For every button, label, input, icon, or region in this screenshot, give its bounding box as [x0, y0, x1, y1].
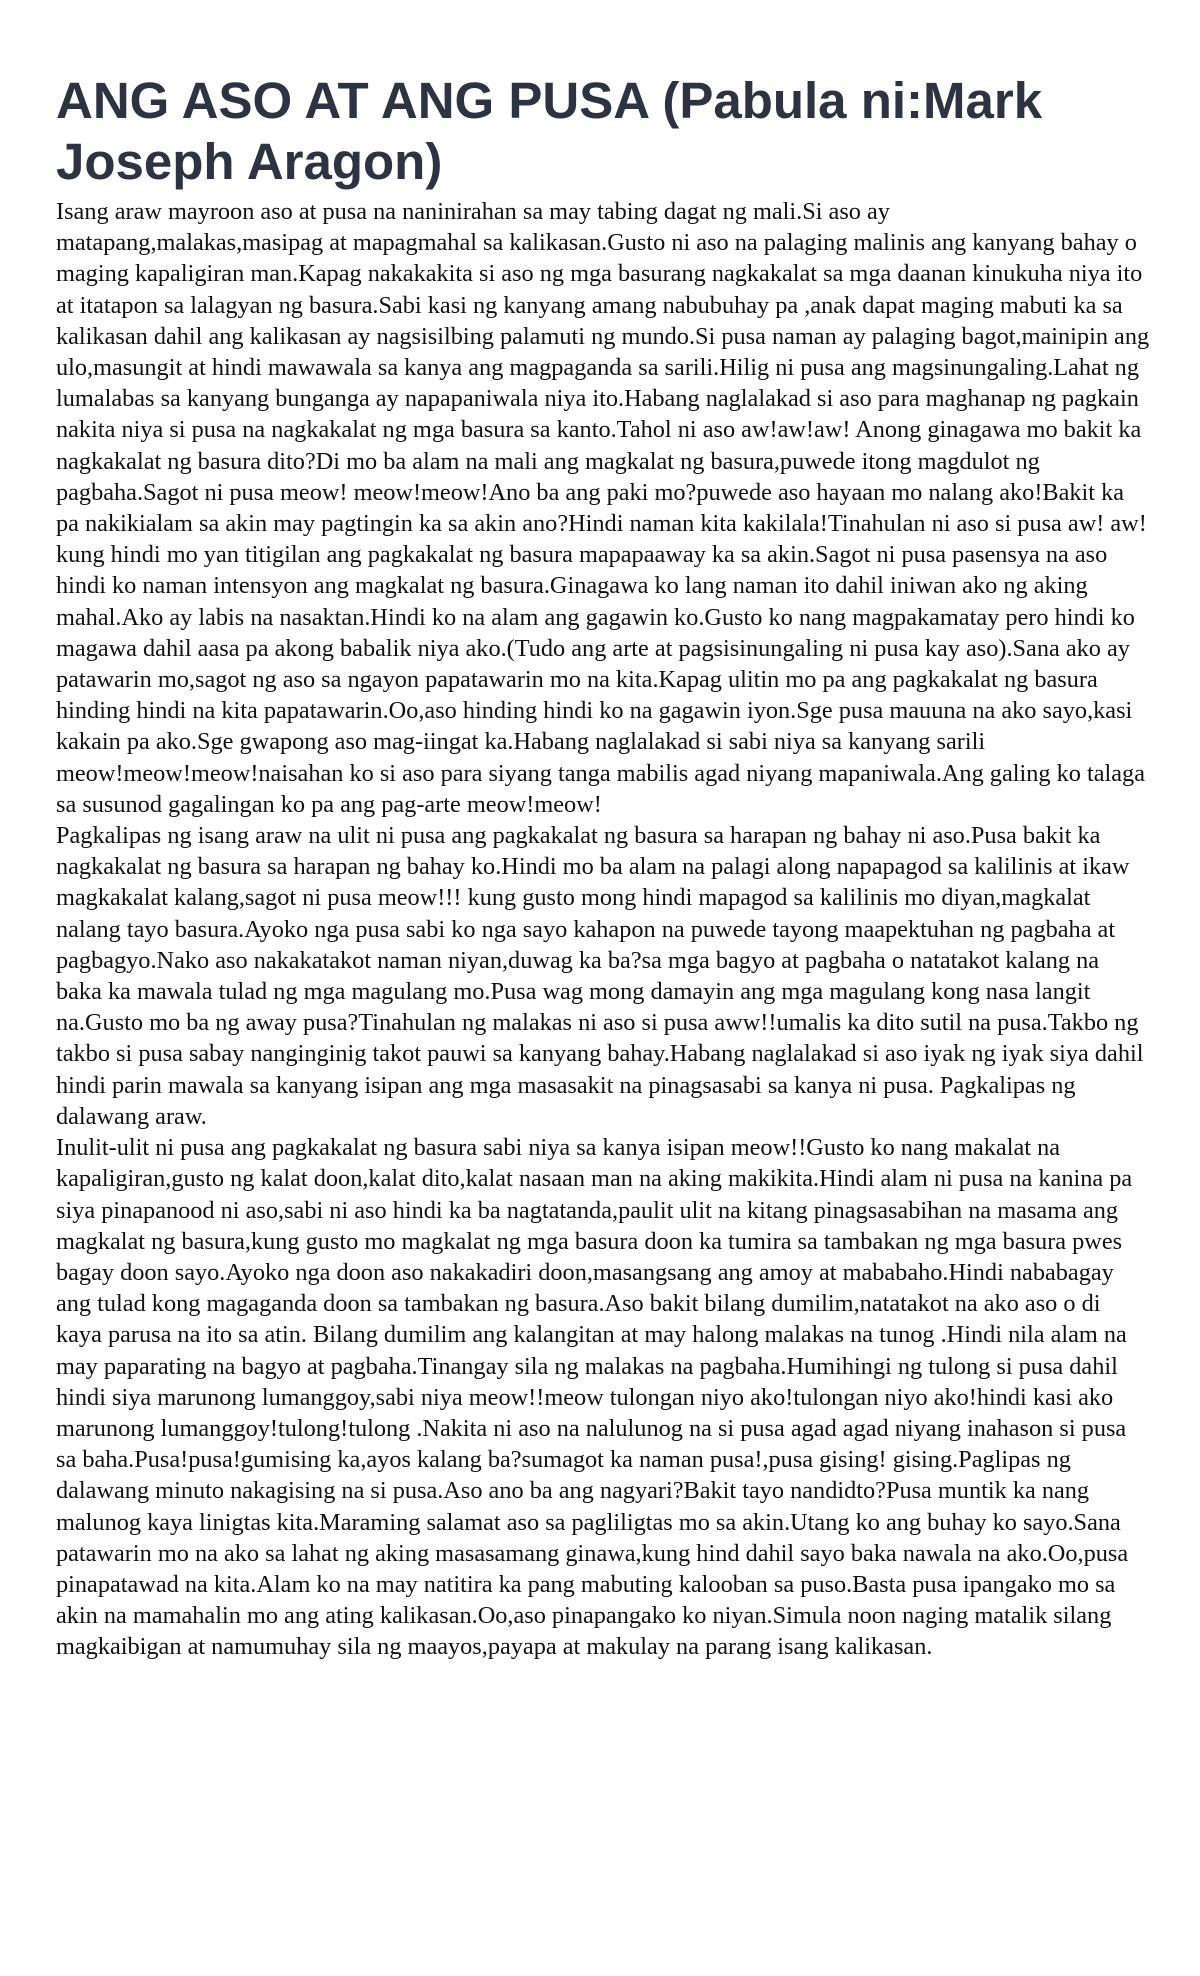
paragraph-1: Isang araw mayroon aso at pusa na naninirahan sa may tabing dagat ng mali.Si aso ay matapang,malakas,masipag at mapagmahal sa kalikasan.Gusto ni aso na palaging malinis ang kanyang bahay o maging kapaligiran man.Kapag nakakakita si aso ng mga basurang nagkakalat sa mga daanan kinukuha niya ito at itatapon sa lalagyan ng basura.Sabi kasi ng kanyang amang nabubuhay pa ,anak dapat maging mabuti ka sa kalikasan dahil ang kalikasan ay nagsisilbing palamuti ng mundo.Si pusa naman ay palaging bagot,mainipin ang ulo,masungit at hindi mawawala sa kanya ang magpaganda sa sarili.Hilig ni pusa ang magsinungaling.Lahat ng lumalabas sa kanyang bunganga ay napapaniwala niya ito.Habang naglalakad si aso para maghanap ng pagkain nakita niya si pusa na nagkakalat ng mga basura sa kanto.Tahol ni aso aw!aw!aw! Anong ginagawa mo bakit ka nagkakalat ng basura dito?Di mo ba alam na mali ang magkalat ng basura,puwede itong magdulot ng pagbaha.Sagot ni pusa meow! meow!meow!Ano ba ang paki mo?puwede aso hayaan mo nalang ako!Bakit ka pa nakikialam sa akin may pagtingin ka sa akin ano?Hindi naman kita kakilala!Tinahulan ni aso si pusa aw! aw! kung hindi mo yan titigilan ang pagkakalat ng basura mapapaaway ka sa akin.Sagot ni pusa pasensya na aso hindi ko naman intensyon ang magkalat ng basura.Ginagawa ko lang naman ito dahil iniwan ako ng aking mahal.Ako ay labis na nasaktan.Hindi ko na alam ang gagawin ko.Gusto ko nang magpakamatay pero hindi ko magawa dahil aasa pa akong babalik niya ako.(Tudo ang arte at pagsisinungaling ni pusa kay aso).Sana ako ay patawarin mo,sagot ng aso sa ngayon papatawarin mo na kita.Kapag ulitin mo pa ang pagkakalat ng basura hinding hindi na kita papatawarin.Oo,aso hinding hindi ko na gagawin iyon.Sge pusa mauuna na ako sayo,kasi kakain pa ako.Sge gwapong aso mag-iingat ka.Habang naglalakad si sabi niya sa kanyang sarili meow!meow!meow!naisahan ko si aso para siyang tanga mabilis agad niyang mapaniwala.Ang galing ko talaga sa susunod gagalingan ko pa ang pag-arte meow!meow!	[56, 198, 1150, 818]
paragraph-2: Pagkalipas ng isang araw na ulit ni pusa ang pagkakalat ng basura sa harapan ng bahay ni aso.Pusa bakit ka nagkakalat ng basura sa harapan ng bahay ko.Hindi mo ba alam na palagi along napapagod sa kalilinis at ikaw magkakalat kalang,sagot ni pusa meow!!! kung gusto mong hindi mapagod sa kalilinis mo diyan,magkalat nalang tayo basura.Ayoko nga pusa sabi ko nga sayo kahapon na puwede tayong maapektuhan ng pagbaha at pagbagyo.Nako aso nakakatakot naman niyan,duwag ka ba?sa mga bagyo at pagbaha o natatakot kalang na baka ka mawala tulad ng mga magulang mo.Pusa wag mong damayin ang mga magulang kong nasa langit na.Gusto mo ba ng away pusa?Tinahulan ng malakas ni aso si pusa aww!!umalis ka dito sutil na pusa.Takbo ng takbo si pusa sabay nanginginig takot pauwi sa kanyang bahay.Habang naglalakad si aso iyak ng iyak siya dahil hindi parin mawala sa kanyang isipan ang mga masasakit na pinagsasabi sa kanya ni pusa. Pagkalipas ng dalawang araw.	[56, 822, 1144, 1130]
document-page	[56, 70, 1150, 1663]
paragraph-3: Inulit-ulit ni pusa ang pagkakalat ng basura sabi niya sa kanya isipan meow!!Gusto ko nang makalat na kapaligiran,gusto ng kalat doon,kalat dito,kalat nasaan man na aking makikita.Hindi alam ni pusa na kanina pa siya pinapanood ni aso,sabi ni aso hindi ka ba nagtatanda,paulit ulit na kitang pinagsasabihan na masama ang magkalat ng basura,kung gusto mo magkalat ng mga basura doon ka tumira sa tambakan ng mga basura pwes bagay doon sayo.Ayoko nga doon aso nakakadiri doon,masangsang ang amoy at mababaho.Hindi nababagay ang tulad kong magaganda doon sa tambakan ng basura.Aso bakit bilang dumilim,natatakot na ako aso o di kaya parusa na ito sa atin. Bilang dumilim ang kalangitan at may halong malakas na tunog .Hindi nila alam na may paparating na bagyo at pagbaha.Tinangay sila ng malakas na pagbaha.Humihingi ng tulong si pusa dahil hindi siya marunong lumanggoy,sabi niya meow!!meow tulongan niyo ako!tulongan niyo ako!hindi kasi ako marunong lumanggoy!tulong!tulong .Nakita ni aso na nalulunog na si pusa agad agad niyang inahason si pusa sa baha.Pusa!pusa!gumising ka,ayos kalang ba?sumagot ka naman pusa!,pusa gising! gising.Paglipas ng dalawang minuto nakagising na si pusa.Aso ano ba ang nagyari?Bakit tayo nandidto?Pusa muntik ka nang malunog kaya linigtas kita.Maraming salamat aso sa pagliligtas mo sa akin.Utang ko ang buhay ko sayo.Sana patawarin mo na ako sa lahat ng aking masasamang ginawa,kung hind dahil sayo baka nawala na ako.Oo,pusa pinapatawad na kita.Alam ko na may natitira ka pang mabuting kalooban sa puso.Basta pusa ipangako mo sa akin na mamahalin mo ang ating kalikasan.Oo,aso pinapangako ko niyan.Simula noon naging matalik silang magkaibigan at namumuhay sila ng maayos,payapa at makulay na parang isang kalikasan.	[56, 1134, 1133, 1661]
story-body	[56, 196, 1150, 1663]
page-title: ANG ASO AT ANG PUSA (Pabula ni:Mark Joseph Aragon)	[56, 72, 1043, 190]
